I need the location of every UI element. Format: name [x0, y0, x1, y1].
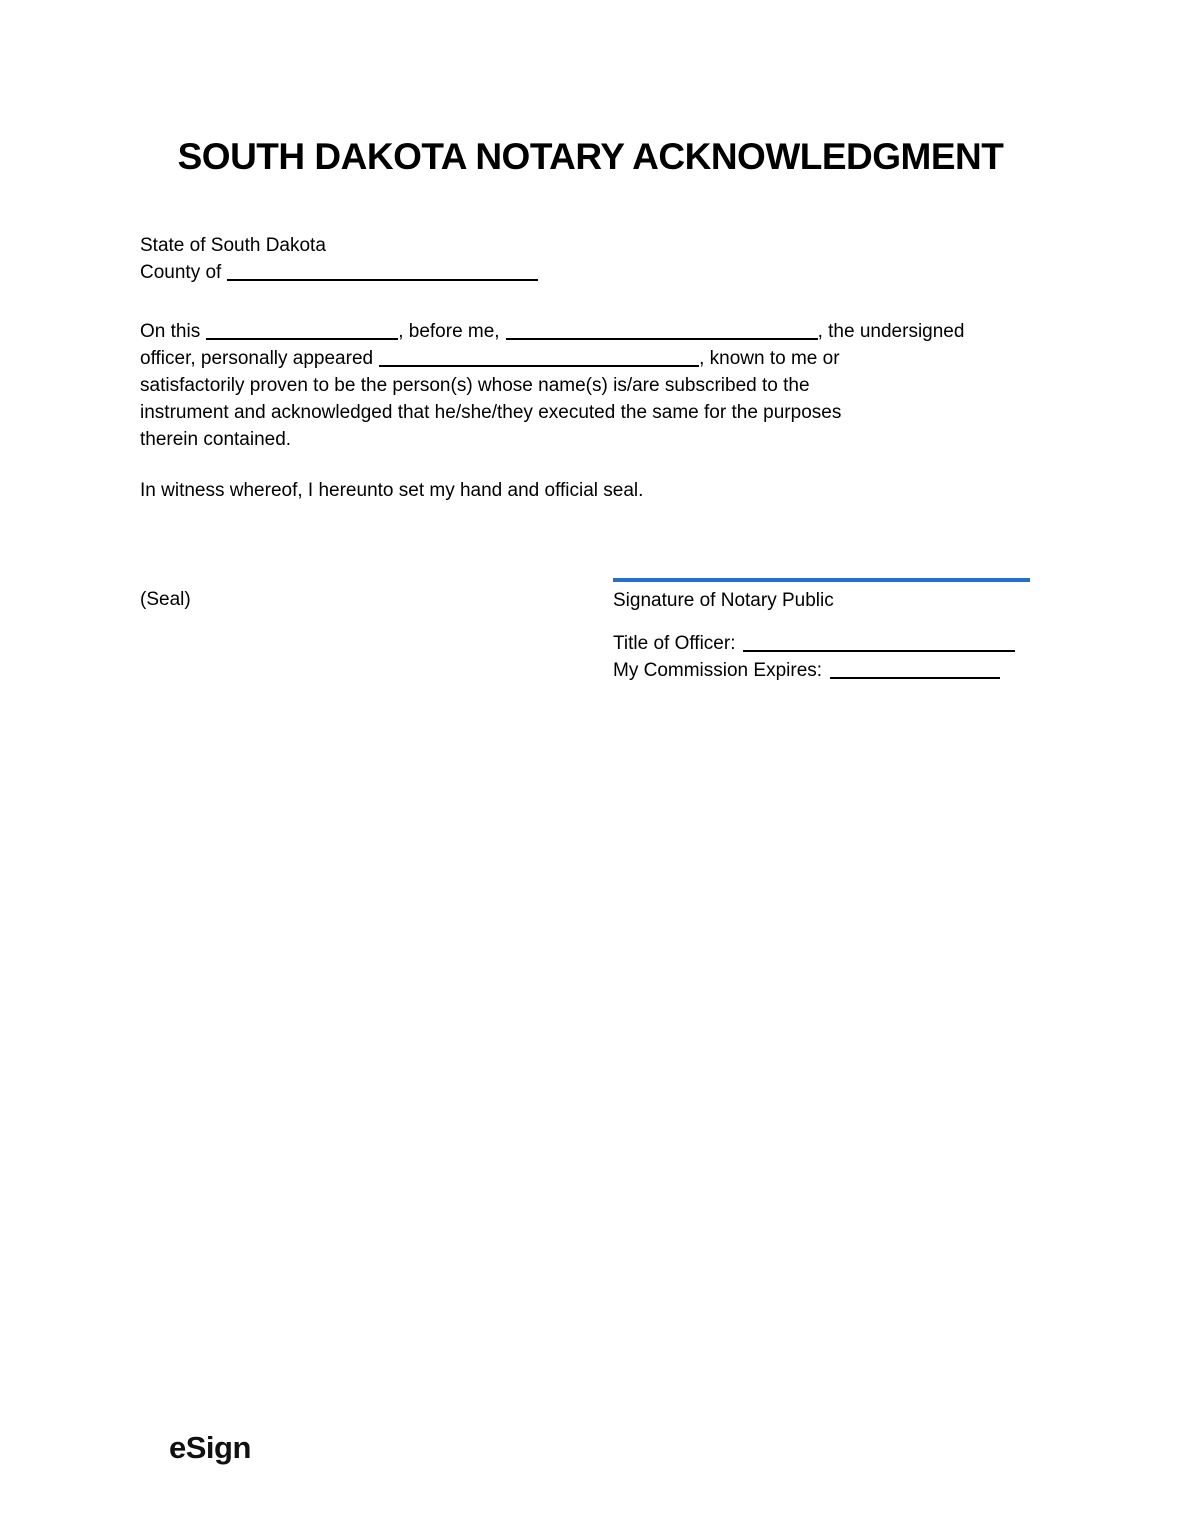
- acknowledgment-paragraph: [140, 318, 1040, 453]
- notary-name-blank[interactable]: [506, 335, 818, 340]
- paragraph-text: , the undersigned: [817, 321, 965, 342]
- signature-caption: Signature of Notary Public: [613, 590, 834, 611]
- paragraph-text: , known to me or: [699, 348, 840, 369]
- paragraph-line-1: [140, 318, 1040, 345]
- officer-title-blank[interactable]: [743, 647, 1015, 652]
- date-blank[interactable]: [206, 335, 398, 340]
- seal-label: (Seal): [140, 589, 191, 610]
- county-blank[interactable]: [227, 276, 538, 281]
- paragraph-text: , before me,: [398, 321, 500, 342]
- paragraph-text: officer, personally appeared: [140, 348, 374, 369]
- officer-title-line: [613, 630, 1043, 657]
- paragraph-line-4: instrument and acknowledged that he/she/they executed the same for the purposes: [140, 402, 842, 423]
- commission-line: [613, 657, 1043, 684]
- officer-title-label: Title of Officer:: [613, 633, 736, 654]
- signature-block: [613, 578, 1043, 684]
- witness-line: In witness whereof, I hereunto set my hand and official seal.: [140, 480, 644, 501]
- page-title: SOUTH DAKOTA NOTARY ACKNOWLEDGMENT: [177, 136, 1004, 177]
- commission-label: My Commission Expires:: [613, 660, 823, 681]
- appearer-name-blank[interactable]: [379, 362, 699, 367]
- esign-logo: eSign: [169, 1430, 251, 1465]
- paragraph-line-5: therein contained.: [140, 429, 292, 450]
- commission-expiry-blank[interactable]: [830, 674, 1000, 679]
- paragraph-text: On this: [140, 321, 201, 342]
- state-line: State of South Dakota: [140, 235, 326, 256]
- jurat-block: [140, 232, 538, 286]
- paragraph-line-3: satisfactorily proven to be the person(s) whose name(s) is/are subscribed to the: [140, 375, 810, 396]
- county-label: County of: [140, 262, 222, 283]
- paragraph-line-2: [140, 345, 1040, 372]
- county-line: [140, 259, 538, 286]
- notary-signature-line[interactable]: [613, 578, 1030, 582]
